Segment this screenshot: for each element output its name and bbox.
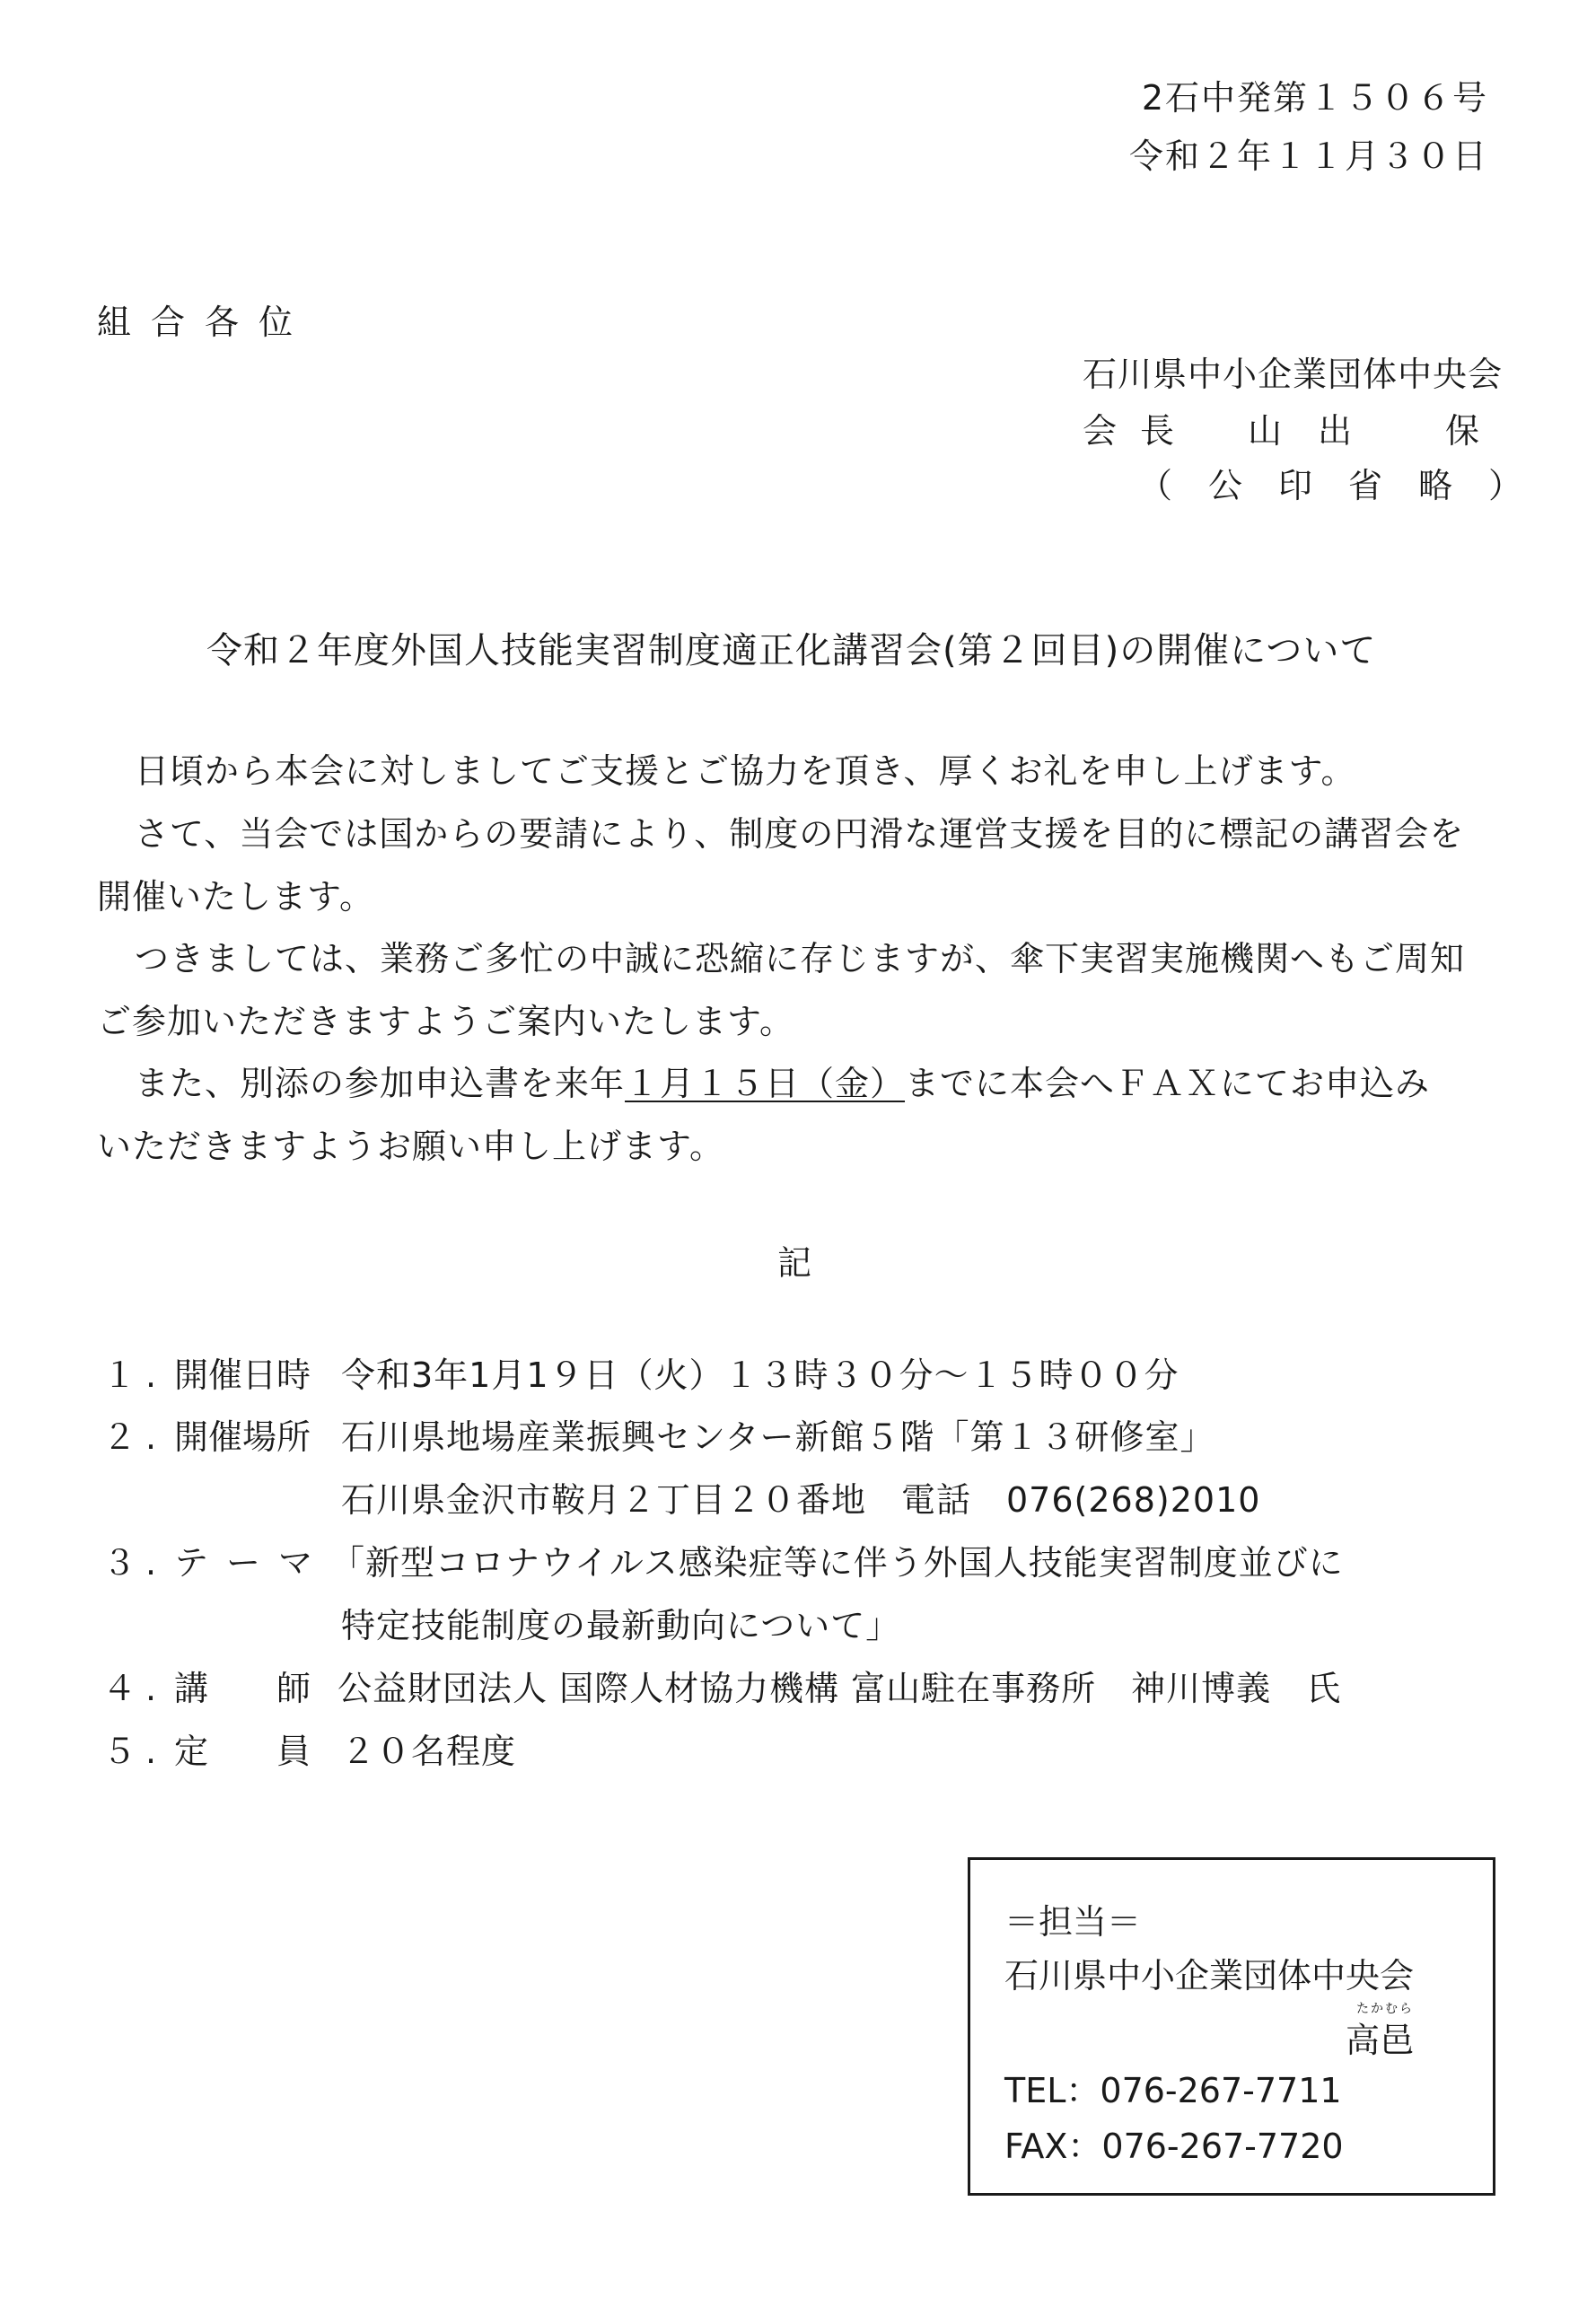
item-5-label: 定 員 [174,1732,311,1771]
item-1-label: 開催日時 [174,1355,311,1395]
ki-heading: 記 [777,1243,812,1283]
body-paragraph-4-post: までに本会へＦＡＸにてお申込み [905,1064,1431,1103]
contact-heading: ＝担当＝ [1004,1902,1142,1942]
item-1-number: １. [102,1355,166,1395]
item-5-value: ２０名程度 [341,1732,517,1771]
item-1-value: 令和3年1月1９日（火）１３時３０分～１５時００分 [341,1355,1179,1395]
body-paragraph-3-line-1: つきましては、業務ご多忙の中誠に恐縮に存じますが、傘下実習実施機関へもご周知 [135,939,1466,978]
item-2-number: ２. [102,1417,166,1457]
sender-given-name: 保 [1445,411,1480,451]
seal-omitted-note: （公印省略） [1138,466,1559,505]
addressee: 組合各位 [97,303,313,342]
deadline-date: １月１５日（金） [625,1064,906,1103]
item-3-value-line-1: 「新型コロナウイルス感染症等に伴う外国人技能実習制度並びに [330,1543,1344,1583]
sender-organization: 石川県中小企業団体中央会 [1083,355,1504,394]
body-paragraph-3-line-2: ご参加いただきますようご案内いたします。 [97,1002,794,1041]
item-2-value-line-2: 石川県金沢市鞍月２丁目２０番地 電話 076(268)2010 [341,1480,1261,1520]
document-number: 2石中発第１５０６号 [1141,78,1488,118]
contact-person-ruby: たかむら [1356,2002,1414,2016]
body-paragraph-2-line-2: 開催いたします。 [97,877,374,917]
document-date: 令和２年１１月３０日 [1128,136,1488,176]
item-3-value-line-2: 特定技能制度の最新動向について」 [341,1606,901,1645]
body-paragraph-2-line-1: さて、当会では国からの要請により、制度の円滑な運営支援を目的に標記の講習会を [135,814,1465,854]
contact-organization: 石川県中小企業団体中央会 [1004,1956,1415,1995]
item-3-label: テーマ [174,1543,331,1583]
body-paragraph-4-line-2: いただきますようお願い申し上げます。 [97,1127,724,1166]
sender-title: 会長 [1083,411,1198,451]
body-paragraph-4-pre: また、別添の参加申込書を来年 [135,1064,626,1103]
sender-family-name: 山出 [1248,411,1389,451]
item-4-label: 講 師 [174,1669,311,1708]
item-2-value-line-1: 石川県地場産業振興センター新館５階「第１３研修室」 [341,1417,1215,1457]
body-paragraph-1: 日頃から本会に対しましてご支援とご協力を頂き、厚くお礼を申し上げます。 [135,751,1356,791]
item-3-number: ３. [102,1543,166,1583]
contact-person: 高邑 [1346,2021,1415,2060]
item-4-number: ４. [102,1669,166,1708]
contact-box [968,1857,1495,2196]
item-5-number: ５. [102,1732,166,1771]
document-title: 令和２年度外国人技能実習制度適正化講習会(第２回目)の開催について [206,630,1377,671]
item-2-label: 開催場所 [174,1417,311,1457]
contact-tel: TEL：076-267-7711 [1004,2071,1342,2110]
body-paragraph-4-line-1 [97,1056,1535,1105]
contact-fax: FAX：076-267-7720 [1004,2127,1344,2166]
item-4-value: 公益財団法人 国際人材協力機構 富山駐在事務所 神川博義 氏 [338,1669,1342,1708]
